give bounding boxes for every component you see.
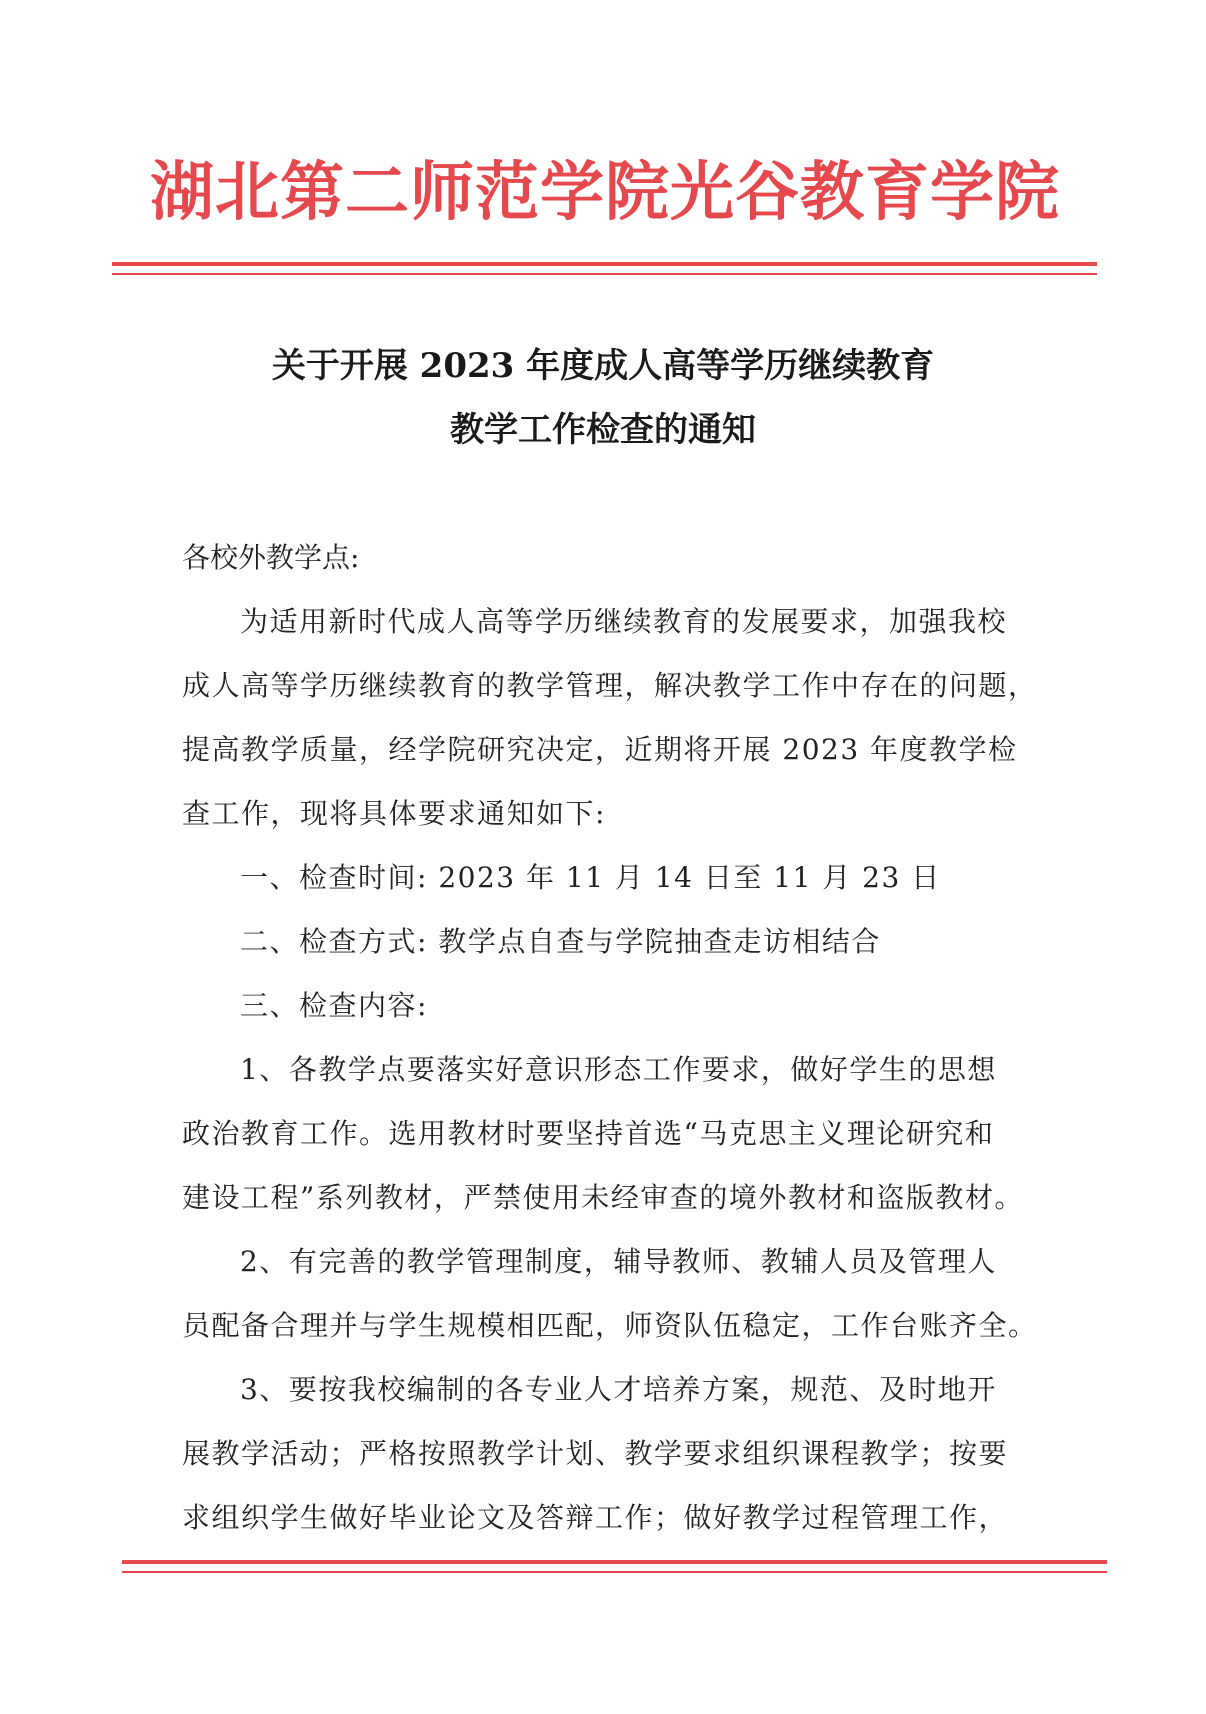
paragraph-line: 1、各教学点要落实好意识形态工作要求，做好学生的思想 [240,1053,997,1086]
footer-rule-thick [122,1560,1107,1564]
section-inspection-time [182,846,1042,910]
paragraph-line: 为适用新时代成人高等学历继续教育的发展要求，加强我校 [240,605,1008,638]
content-item-1 [182,1038,1042,1230]
paragraph-line: 一、检查时间: 2023 年 11 月 14 日至 11 月 23 日 [240,861,941,894]
section-inspection-content [182,974,1042,1038]
paragraph-line: 求组织学生做好毕业论文及答辩工作；做好教学过程管理工作， [182,1501,1009,1534]
paragraph-intro [182,590,1042,846]
header-rule-thick [112,262,1097,266]
paragraph-line: 提高教学质量，经学院研究决定，近期将开展 2023 年度教学检 [182,733,1018,766]
paragraph-line: 2、有完善的教学管理制度，辅导教师、教辅人员及管理人 [240,1245,997,1278]
footer-rule-thin [122,1571,1107,1573]
paragraph-line: 展教学活动；严格按照教学计划、教学要求组织课程教学；按要 [182,1437,1009,1470]
paragraph-line: 三、检查内容: [240,989,428,1022]
content-item-2 [182,1230,1042,1358]
notice-title-line-2: 教学工作检查的通知 [450,410,756,450]
salutation: 各校外教学点: [182,541,360,574]
paragraph-line: 查工作，现将具体要求通知如下: [182,797,606,830]
paragraph-line: 3、要按我校编制的各专业人才培养方案，规范、及时地开 [240,1373,997,1406]
paragraph-line: 员配备合理并与学生规模相匹配，师资队伍稳定，工作台账齐全。 [182,1309,1038,1342]
paragraph-line: 成人高等学历继续教育的教学管理，解决教学工作中存在的问题， [182,669,1038,702]
paragraph-line: 政治教育工作。选用教材时要坚持首选“马克思主义理论研究和 [182,1117,995,1150]
content-item-3 [182,1358,1042,1550]
institution-name: 湖北第二师范学院光谷教育学院 [150,156,1060,230]
notice-title-line-1: 关于开展 2023 年度成人高等学历继续教育 [271,346,935,386]
paragraph-line: 二、检查方式: 教学点自查与学院抽查走访相结合 [240,925,881,958]
header-rule-thin [112,273,1097,275]
section-inspection-method [182,910,1042,974]
paragraph-line: 建设工程”系列教材，严禁使用未经审查的境外教材和盗版教材。 [182,1181,1024,1214]
